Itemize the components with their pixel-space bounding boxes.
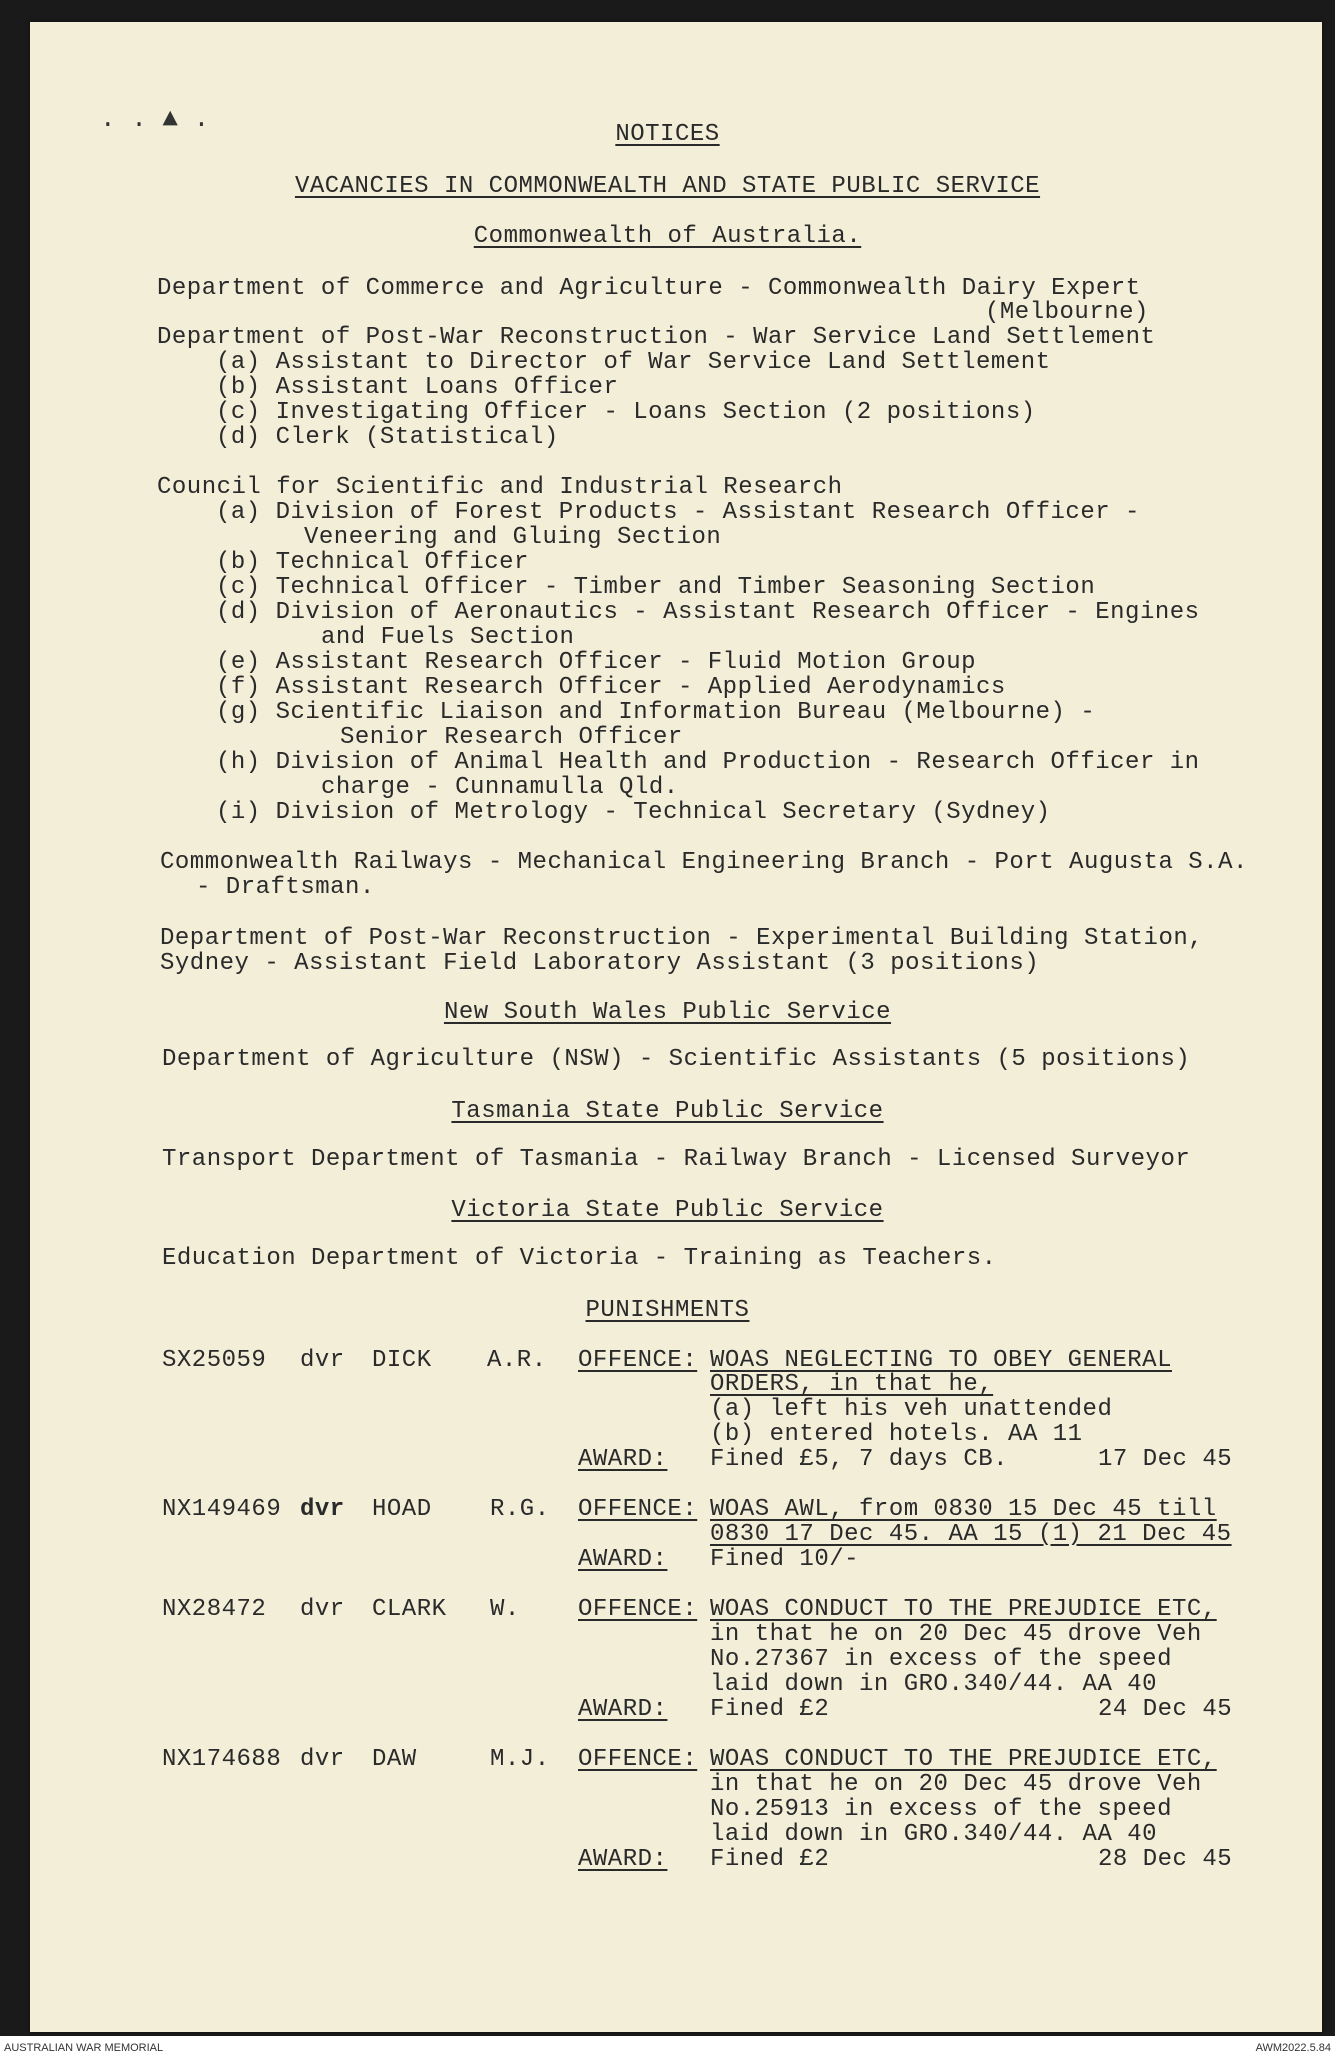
- vacancy-line: Department of Post-War Reconstruction - War Service Land Settlement: [157, 324, 1156, 351]
- tasmania-heading: Tasmania State Public Service: [451, 1098, 884, 1125]
- award-label: AWARD:: [578, 1446, 668, 1473]
- vacancy-line: - Draftsman.: [196, 874, 375, 901]
- vacancy-line: (f) Assistant Research Officer - Applied Aerodynamics: [216, 674, 1006, 701]
- offence-line: No.27367 in excess of the speed: [710, 1646, 1172, 1673]
- award-label: AWARD:: [578, 1846, 668, 1873]
- vacancy-line: (a) Assistant to Director of War Service Land Settlement: [216, 349, 1051, 376]
- vacancy-line: (c) Technical Officer - Timber and Timber Seasoning Section: [216, 574, 1096, 601]
- surname: CLARK: [372, 1596, 447, 1623]
- offence-line: WOAS CONDUCT TO THE PREJUDICE ETC,: [710, 1596, 1217, 1623]
- award-label: AWARD:: [578, 1546, 668, 1573]
- award-label: AWARD:: [578, 1696, 668, 1723]
- rank: dvr: [300, 1746, 345, 1773]
- nsw-heading: New South Wales Public Service: [443, 999, 892, 1026]
- vacancy-line: Veneering and Gluing Section: [304, 524, 722, 551]
- surname: DICK: [372, 1347, 432, 1374]
- initials: W.: [490, 1596, 520, 1623]
- vacancy-line: Senior Research Officer: [340, 724, 683, 751]
- vacancy-line: Department of Post-War Reconstruction - Experimental Building Station,: [160, 925, 1204, 952]
- vacancies-heading: VACANCIES IN COMMONWEALTH AND STATE PUBLIC SERVICE: [294, 173, 1041, 200]
- offence-label: OFFENCE:: [578, 1746, 698, 1773]
- ink-mark: . . ▲ .: [100, 104, 210, 134]
- archive-footer: [0, 2036, 1335, 2061]
- service-number: SX25059: [162, 1347, 267, 1374]
- offence-line: WOAS AWL, from 0830 15 Dec 45 till: [710, 1496, 1217, 1523]
- vacancy-line: (d) Clerk (Statistical): [216, 424, 559, 451]
- vacancy-line: Transport Department of Tasmania - Railway Branch - Licensed Surveyor: [162, 1146, 1191, 1173]
- footer-institution: AUSTRALIAN WAR MEMORIAL: [4, 2042, 164, 2054]
- vacancy-line: (b) Technical Officer: [216, 549, 529, 576]
- page-title: NOTICES: [615, 121, 720, 148]
- vacancy-line: charge - Cunnamulla Qld.: [321, 774, 679, 801]
- rank: dvr: [300, 1347, 345, 1374]
- punishments-heading: PUNISHMENTS: [585, 1297, 750, 1324]
- initials: A.R.: [487, 1347, 547, 1374]
- initials: M.J.: [490, 1746, 550, 1773]
- rank: dvr: [300, 1496, 345, 1523]
- commonwealth-heading: Commonwealth of Australia.: [473, 223, 862, 250]
- offence-line: 0830 17 Dec 45. AA 15 (1) 21 Dec 45: [710, 1521, 1232, 1548]
- vacancy-line: (Melbourne): [985, 299, 1149, 326]
- offence-line: in that he on 20 Dec 45 drove Veh: [710, 1771, 1202, 1798]
- vacancy-line: Council for Scientific and Industrial Research: [157, 474, 843, 501]
- vacancy-line: (b) Assistant Loans Officer: [216, 374, 619, 401]
- vacancy-line: and Fuels Section: [321, 624, 575, 651]
- vacancy-line: (d) Division of Aeronautics - Assistant Research Officer - Engines: [216, 599, 1200, 626]
- footer-accession: AWM2022.5.84: [1255, 2042, 1331, 2054]
- offence-line: (b) entered hotels. AA 11: [710, 1421, 1083, 1448]
- offence-line: WOAS CONDUCT TO THE PREJUDICE ETC,: [710, 1746, 1217, 1773]
- award-date: 28 Dec 45: [1098, 1846, 1233, 1873]
- vacancy-line: Education Department of Victoria - Training as Teachers.: [162, 1245, 997, 1272]
- vacancy-line: Commonwealth Railways - Mechanical Engineering Branch - Port Augusta S.A.: [160, 849, 1248, 876]
- surname: DAW: [372, 1746, 417, 1773]
- award-date: 17 Dec 45: [1098, 1446, 1233, 1473]
- award-text: Fined £2: [710, 1696, 830, 1723]
- offence-line: laid down in GRO.340/44. AA 40: [710, 1671, 1158, 1698]
- offence-line: laid down in GRO.340/44. AA 40: [710, 1821, 1158, 1848]
- offence-line: (a) left his veh unattended: [710, 1396, 1113, 1423]
- award-date: 24 Dec 45: [1098, 1696, 1233, 1723]
- vacancy-line: Department of Commerce and Agriculture - Commonwealth Dairy Expert: [157, 275, 1141, 302]
- award-text: Fined £2: [710, 1846, 830, 1873]
- offence-line: ORDERS, in that he,: [710, 1371, 994, 1398]
- offence-label: OFFENCE:: [578, 1347, 698, 1374]
- offence-label: OFFENCE:: [578, 1596, 698, 1623]
- offence-line: in that he on 20 Dec 45 drove Veh: [710, 1621, 1202, 1648]
- vacancy-line: (e) Assistant Research Officer - Fluid Motion Group: [216, 649, 977, 676]
- rank: dvr: [300, 1596, 345, 1623]
- vacancy-line: Department of Agriculture (NSW) - Scientific Assistants (5 positions): [162, 1046, 1191, 1073]
- vacancy-line: (h) Division of Animal Health and Production - Research Officer in: [216, 749, 1200, 776]
- initials: R.G.: [490, 1496, 550, 1523]
- service-number: NX149469: [162, 1496, 282, 1523]
- service-number: NX174688: [162, 1746, 282, 1773]
- vacancy-line: (c) Investigating Officer - Loans Section (2 positions): [216, 399, 1036, 426]
- award-text: Fined £5, 7 days CB.: [710, 1446, 1009, 1473]
- offence-label: OFFENCE:: [578, 1496, 698, 1523]
- award-text: Fined 10/-: [710, 1546, 860, 1573]
- service-number: NX28472: [162, 1596, 267, 1623]
- vacancy-line: (g) Scientific Liaison and Information Bureau (Melbourne) -: [216, 699, 1096, 726]
- offence-line: WOAS NEGLECTING TO OBEY GENERAL: [710, 1347, 1172, 1374]
- surname: HOAD: [372, 1496, 432, 1523]
- vacancy-line: (a) Division of Forest Products - Assistant Research Officer -: [216, 499, 1140, 526]
- offence-line: No.25913 in excess of the speed: [710, 1796, 1172, 1823]
- victoria-heading: Victoria State Public Service: [451, 1197, 884, 1224]
- vacancy-line: Sydney - Assistant Field Laboratory Assistant (3 positions): [160, 950, 1040, 977]
- vacancy-line: (i) Division of Metrology - Technical Secretary (Sydney): [216, 799, 1051, 826]
